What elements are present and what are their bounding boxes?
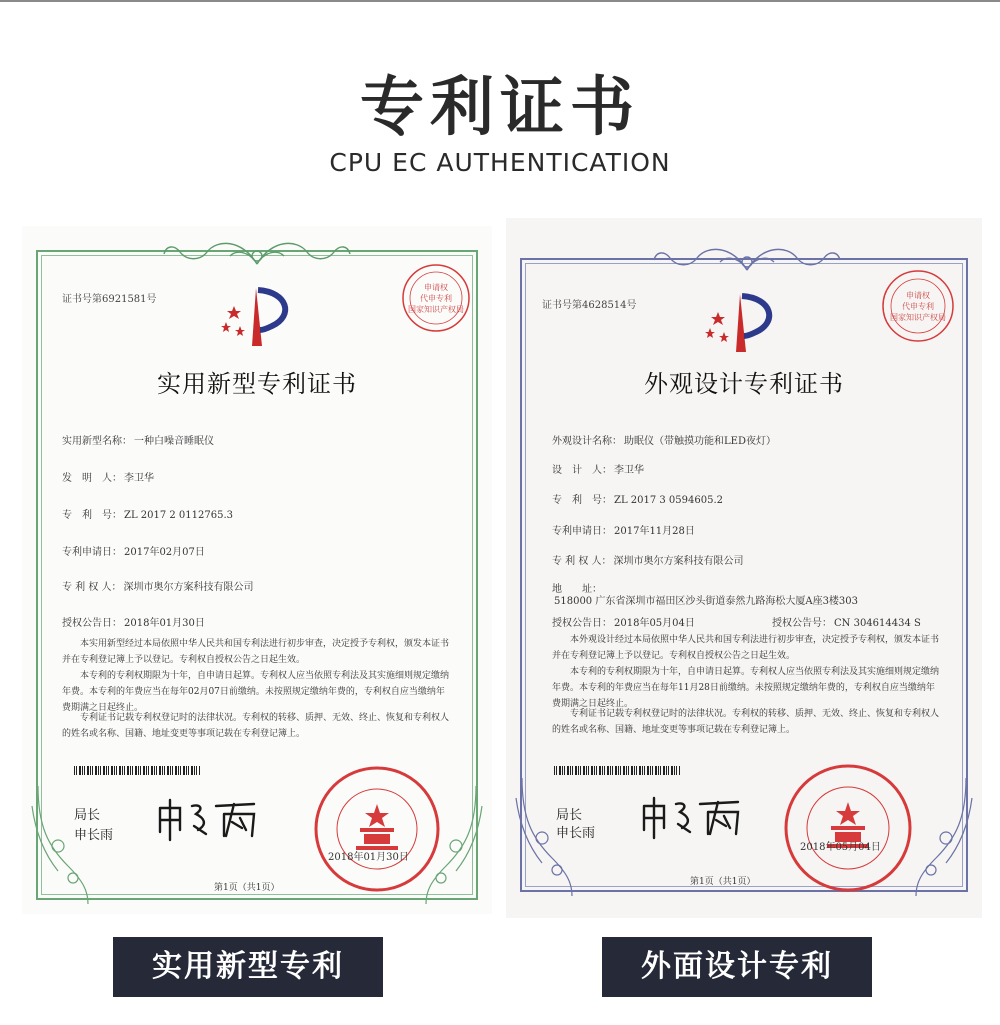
field-grant-date: 授权公告日： 2018年05月04日 (552, 618, 695, 629)
director-title: 局长 (556, 808, 583, 823)
utility-model-certificate (22, 226, 492, 914)
top-divider (0, 0, 1000, 2)
barcode (74, 766, 200, 775)
field-designer: 设 计 人： 李卫华 (552, 465, 644, 476)
page-title: 专利证书 (360, 71, 640, 145)
patent-office-logo-icon (702, 292, 782, 354)
field-grant-date: 授权公告日： 2018年01月30日 (62, 618, 205, 629)
seal-date: 2018年01月30日 (328, 852, 409, 863)
national-ip-seal-icon (312, 764, 442, 894)
field-address: 地 址：518000 广东省深圳市福田区沙头街道泰然九路海松大厦A座3楼303 (552, 584, 859, 607)
field-application-date: 专利申请日： 2017年11月28日 (552, 526, 695, 537)
body-paragraph: 本外观设计经过本局依照中华人民共和国专利法进行初步审查，决定授予专利权，颁发本证书并在专利登记簿上予以登记。专利权自授权公告之日起生效。 (552, 635, 940, 661)
certificate-title: 实用新型专利证书 (157, 370, 357, 398)
bottom-right-ornament-icon (906, 778, 976, 898)
director-name: 申长雨 (74, 828, 114, 843)
signature-icon (154, 796, 264, 842)
field-patentee: 专 利 权 人： 深圳市奥尔方案科技有限公司 (62, 582, 254, 593)
certificate-title: 外观设计专利证书 (644, 370, 844, 398)
top-ornament-icon (652, 240, 842, 276)
director-title: 局长 (74, 808, 101, 823)
small-stamp-text: 申请权 代申专利 国家知识产权局 (408, 283, 464, 314)
certificate-number: 证书号第4628514号 (542, 300, 637, 311)
page-number: 第1页（共1页） (690, 877, 756, 887)
seal-date: 2018年05月04日 (800, 842, 881, 853)
field-patent-number: 专 利 号： ZL 2017 3 0594605.2 (552, 495, 724, 506)
signature-icon (638, 794, 748, 840)
utility-model-label: 实用新型专利 (113, 937, 383, 997)
design-patent-label: 外面设计专利 (602, 937, 872, 997)
field-grant-number: 授权公告号： CN 304614434 S (772, 618, 921, 629)
body-paragraph: 专利证书记载专利权登记时的法律状况。专利权的转移、质押、无效、终止、恢复和专利权人的姓名或名称、国籍、地址变更等事项记载在专利登记簿上。 (552, 709, 940, 735)
field-inventor: 发 明 人： 李卫华 (62, 473, 154, 484)
field-patent-number: 专 利 号： ZL 2017 2 0112765.3 (62, 510, 234, 521)
small-stamp-text: 申请权 代申专利 国家知识产权局 (890, 291, 946, 322)
barcode (554, 766, 680, 775)
page-number: 第1页（共1页） (214, 883, 280, 893)
patent-office-logo-icon (218, 286, 298, 348)
body-paragraph: 专利证书记载专利权登记时的法律状况。专利权的转移、质押、无效、终止、恢复和专利权人的姓名或名称、国籍、地址变更等事项记载在专利登记簿上。 (62, 713, 450, 739)
body-paragraph: 本专利的专利权期限为十年，自申请日起算。专利权人应当依照专利法及其实施细则规定缴纳年费。本专利的年费应当在每年11月28日前缴纳。未按照规定缴纳年费的，专利权自应当缴纳年费期满之日起终止。 (552, 667, 940, 709)
national-ip-seal-icon (782, 762, 914, 894)
body-paragraph: 本实用新型经过本局依照中华人民共和国专利法进行初步审查，决定授予专利权，颁发本证书并在专利登记簿上予以登记。专利权自授权公告之日起生效。 (62, 639, 450, 665)
page-subtitle: CPU EC AUTHENTICATION (329, 148, 671, 177)
top-ornament-icon (162, 234, 352, 270)
field-name: 外观设计名称： 助眠仪（带触摸功能和LED夜灯） (552, 436, 776, 447)
certificate-number: 证书号第6921581号 (62, 294, 157, 305)
design-patent-certificate (506, 218, 982, 918)
director-name: 申长雨 (556, 826, 596, 841)
field-name: 实用新型名称： 一种白噪音睡眠仪 (62, 436, 214, 447)
field-patentee: 专 利 权 人： 深圳市奥尔方案科技有限公司 (552, 556, 744, 567)
body-paragraph: 本专利的专利权期限为十年，自申请日起算。专利权人应当依照专利法及其实施细则规定缴纳年费。本专利的年费应当在每年02月07日前缴纳。未按照规定缴纳年费的，专利权自应当缴纳年费期满之日起终止。 (62, 671, 450, 713)
field-application-date: 专利申请日： 2017年02月07日 (62, 547, 205, 558)
